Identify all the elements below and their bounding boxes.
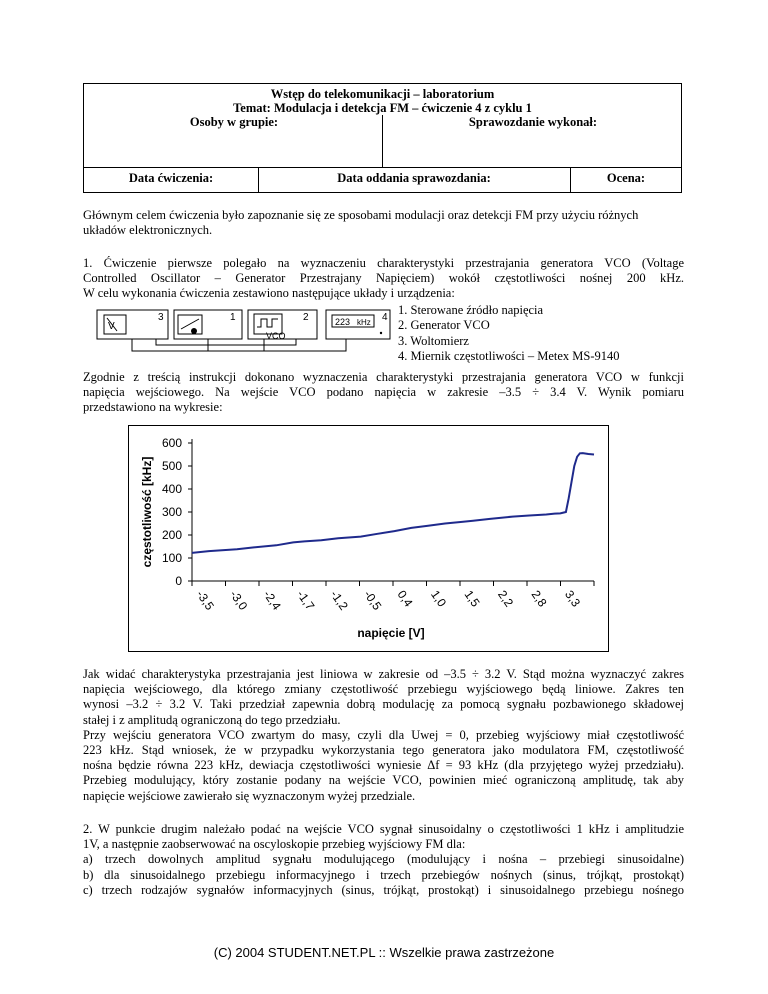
grade-label: Ocena: bbox=[606, 171, 646, 185]
counter-led-icon bbox=[380, 332, 382, 334]
text-line: Przy wejściu generatora VCO zwartym do masy, czyli dla Uwej = 0, przebieg wyjściowy miał częstotliwość bbox=[83, 727, 684, 742]
header-table bbox=[83, 83, 682, 193]
report-author-label: Sprawozdanie wykonał: bbox=[468, 115, 598, 129]
divider bbox=[84, 167, 681, 168]
y-tick-label: 400 bbox=[161, 482, 182, 496]
text-line: 1V, a następnie zaobserwować na oscyloskopie przebieg wyjściowy FM dla: bbox=[83, 837, 466, 852]
x-tick-label: -3,5 bbox=[193, 587, 217, 613]
text-line: b) dla sinusoidalnego przebiegu informacyjnego i trzech przebiegów nośnych (sinus, trójkąt, prostokąt) bbox=[83, 867, 684, 882]
section2-paragraph bbox=[83, 822, 684, 898]
text-line: W celu wykonania ćwiczenia zestawiono następujące układy i urządzenia: bbox=[83, 286, 455, 301]
exercise-date-label: Data ćwiczenia: bbox=[128, 171, 214, 185]
x-tick-label: -1,7 bbox=[294, 587, 318, 613]
vco-label: VCO bbox=[266, 331, 286, 341]
legend-item: 2. Generator VCO bbox=[398, 318, 490, 333]
header-title: Wstęp do telekomunikacji – laboratorium bbox=[270, 87, 495, 101]
x-tick-label: 0,4 bbox=[394, 587, 416, 610]
intro-text: Głównym celem ćwiczenia było zapoznanie się ze sposobami modulacji oraz detekcji FM przy użyciu różnych układów elektronicznych. bbox=[83, 208, 639, 238]
device-number: 1 bbox=[230, 312, 236, 323]
text-line: a) trzech dowolnych amplitud sygnału modulującego (modulujący i nośna – przebiegi sinusoidalne) bbox=[83, 852, 684, 867]
counter-reading: 223 bbox=[335, 317, 351, 327]
header-topic: Temat: Modulacja i detekcja FM – ćwiczenie 4 z cyklu 1 bbox=[233, 101, 532, 115]
section1-paragraph bbox=[83, 256, 684, 302]
divider bbox=[382, 115, 383, 167]
copyright-footer: (C) 2004 STUDENT.NET.PL :: Wszelkie prawa zastrzeżone bbox=[213, 945, 555, 960]
text-line: stałej i z amplitudą ograniczoną do tego przedziału. bbox=[83, 712, 341, 727]
source-symbol bbox=[181, 319, 199, 329]
x-tick-label: -0,5 bbox=[361, 587, 385, 613]
text-line: Controlled Oscillator – Generator Przestrajany Napięciem) wokół częstotliwości nośnej 200 kHz. bbox=[83, 271, 684, 286]
chart-canvas bbox=[129, 426, 608, 651]
square-wave-icon bbox=[257, 319, 278, 327]
x-tick-label: 1,5 bbox=[461, 587, 483, 610]
chart-intro-paragraph bbox=[83, 370, 684, 416]
legend-item: 4. Miernik częstotliwości – Metex MS-9140 bbox=[398, 348, 620, 363]
text-line: c) trzech rodzajów sygnałów informacyjnych (sinus, trójkąt, prostokąt) i sinusoidalnego przebiegu nośnego bbox=[83, 882, 684, 897]
source-knob-icon bbox=[191, 328, 197, 334]
vco-characteristic-chart bbox=[128, 425, 609, 652]
series-line bbox=[192, 453, 594, 553]
y-tick-label: 100 bbox=[161, 551, 182, 565]
text-line: Przebieg modulujący, który zostanie podany na wejście VCO, powinien mieć ograniczoną amplitudę, tak aby bbox=[83, 773, 684, 788]
text-line: nośna będzie równa 223 kHz, dewiacja częstotliwości wyniesie Δf = 93 kHz (dla przyjętego wyżej przedziału). bbox=[83, 758, 684, 773]
text-line: Zgodnie z treścią instrukcji dokonano wyznaczenia charakterystyki przestrajania generatora VCO w funkcji bbox=[83, 370, 684, 384]
text-line: Jak widać charakterystyka przestrajania jest liniowa w zakresie od –3.5 ÷ 3.2 V. Stąd można wyznaczyć zakres bbox=[83, 667, 684, 681]
x-axis-label: napięcie [V] bbox=[357, 626, 425, 640]
submission-date-label: Data oddania sprawozdania: bbox=[337, 171, 491, 185]
device-number: 2 bbox=[303, 312, 309, 323]
legend-item: 1. Sterowane źródło napięcia bbox=[398, 303, 544, 317]
device-number: 4 bbox=[382, 312, 388, 323]
y-tick-label: 200 bbox=[161, 528, 182, 542]
counter-unit: kHz bbox=[357, 318, 371, 327]
intro-paragraph bbox=[83, 208, 684, 238]
x-tick-label: -2,4 bbox=[260, 587, 284, 613]
text-line: wynosi –3.2 ÷ 3.2 V. Taki przedział zapewnia dobrą modulację za pomocą sygnału pozbawionego składowej bbox=[83, 697, 684, 712]
text-line: 2. W punkcie drugim należało podać na wejście VCO sygnał sinusoidalny o częstotliwości 1 kHz i amplitudzie bbox=[83, 822, 684, 836]
y-axis-label: częstotliwość [kHz] bbox=[140, 456, 154, 568]
text-line: napięcie wejściowe zawierało się wyznaczonym wyżej przedziale. bbox=[83, 788, 416, 803]
x-tick-label: 2,8 bbox=[528, 587, 550, 610]
x-tick-label: 3,3 bbox=[562, 587, 584, 610]
x-tick-label: -3,0 bbox=[227, 587, 251, 613]
y-tick-label: 500 bbox=[161, 459, 182, 473]
x-tick-label: 1,0 bbox=[428, 587, 450, 610]
text-line: 1. Ćwiczenie pierwsze polegało na wyznaczeniu charakterystyki przestrajania generatora VCO (Voltage bbox=[83, 256, 684, 270]
device-number: 3 bbox=[158, 312, 164, 323]
y-tick-label: 600 bbox=[161, 436, 182, 450]
text-line: 223 kHz. Stąd wniosek, że w przypadku wykorzystania tego generatora jako modulatora FM, częstotliwość bbox=[83, 743, 684, 758]
legend-item: 3. Woltomierz bbox=[398, 333, 469, 348]
analysis-paragraph bbox=[83, 667, 684, 804]
voltmeter-symbol: V bbox=[108, 321, 115, 332]
persons-label: Osoby w grupie: bbox=[189, 115, 279, 129]
text-line: napięcia wejściowego, dla którego zmiany częstotliwość przebiegu wyjściowego będą liniowe. Zakres ten bbox=[83, 682, 684, 697]
y-tick-label: 300 bbox=[161, 505, 182, 519]
measurement-setup-diagram bbox=[96, 309, 392, 359]
device-legend bbox=[398, 303, 620, 364]
y-tick-label: 0 bbox=[175, 574, 182, 588]
x-tick-label: 2,2 bbox=[495, 587, 517, 610]
text-line: przedstawiono na wykresie: bbox=[83, 400, 223, 415]
x-tick-label: -1,2 bbox=[327, 587, 351, 613]
text-line: napięcia wejściowego. Na wejście VCO podano napięcia w zakresie –3.5 ÷ 3.4 V. Wynik pomiaru bbox=[83, 385, 684, 400]
